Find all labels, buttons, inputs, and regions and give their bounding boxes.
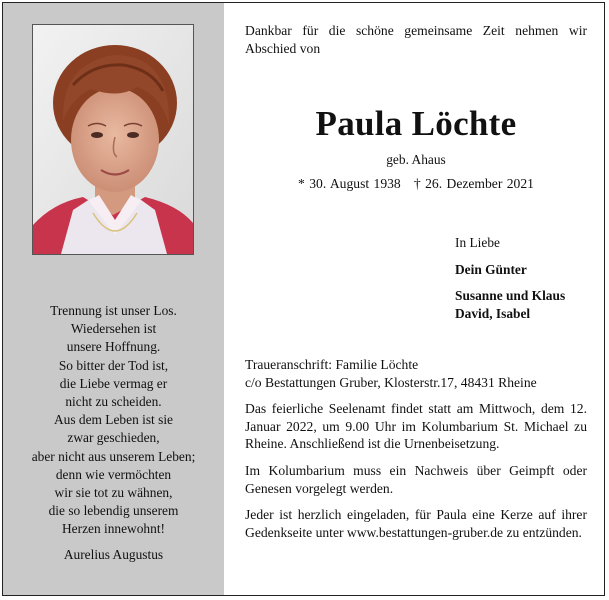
mourner-name: David, Isabel [455,305,531,321]
poem-line: Trennung ist unser Los. [50,303,177,318]
poem-line: So bitter der Tod ist, [58,357,169,373]
mourner-name: Susanne und Klaus [455,288,566,303]
poem-author: Aurelius Augustus [63,546,164,562]
vaccination-paragraph: Im Kolumbarium muss ein Nachweis über Geimpft oder Genesen vorgelegt werden. [245,462,587,496]
poem-line: Herzen innewohnt! [62,521,165,537]
maiden-name: geb. Ahaus [386,152,446,167]
portrait-photo [32,24,194,255]
candle-paragraph: Jeder ist herzlich eingeladen, für Paula eine Kerze auf ihrer Gedenkseite unter www.bestattungen-gruber.de zu entzünden. [245,507,587,540]
poem-line: Wiedersehen ist [70,321,157,337]
notice-body [245,356,587,541]
in-love-label: In Liebe [455,235,500,250]
poem-line: die so lebendig unserem [48,503,179,519]
poem-line: unsere Hoffnung. [66,339,161,355]
poem-line: wir sie tot zu wähnen, [54,485,173,501]
poem-line: zwar geschieden, [67,430,160,446]
mourning-address: Traueranschrift: Familie Löchte [245,357,419,372]
portrait-photo-icon [33,25,193,254]
intro-text: Dankbar für die schöne gemeinsame Zeit nehmen wir Abschied von [245,23,587,56]
life-dates: * 30. August 1938 † 26. Dezember 2021 [298,176,534,191]
poem-line: Aus dem Leben ist sie [53,412,173,428]
poem [3,302,224,564]
mourners-block [455,234,595,322]
poem-line: denn wie vermöchten [55,466,172,482]
mourner-name: Dein Günter [455,261,527,277]
poem-line: aber nicht aus unserem Leben; [31,448,196,464]
mourning-address: c/o Bestattungen Gruber, Klosterstr.17, 48431 Rheine [245,374,537,390]
ceremony-paragraph: Das feierliche Seelenamt findet statt am Mittwoch, dem 12. Januar 2022, um 9.00 Uhr im Kolumbarium St. Michael zu Rheine. Anschließend ist die Urnenbeisetzung. [245,401,587,452]
poem-line: nicht zu scheiden. [65,394,162,410]
deceased-name: Paula Löchte [315,104,517,143]
poem-line: die Liebe vermag er [59,375,168,391]
